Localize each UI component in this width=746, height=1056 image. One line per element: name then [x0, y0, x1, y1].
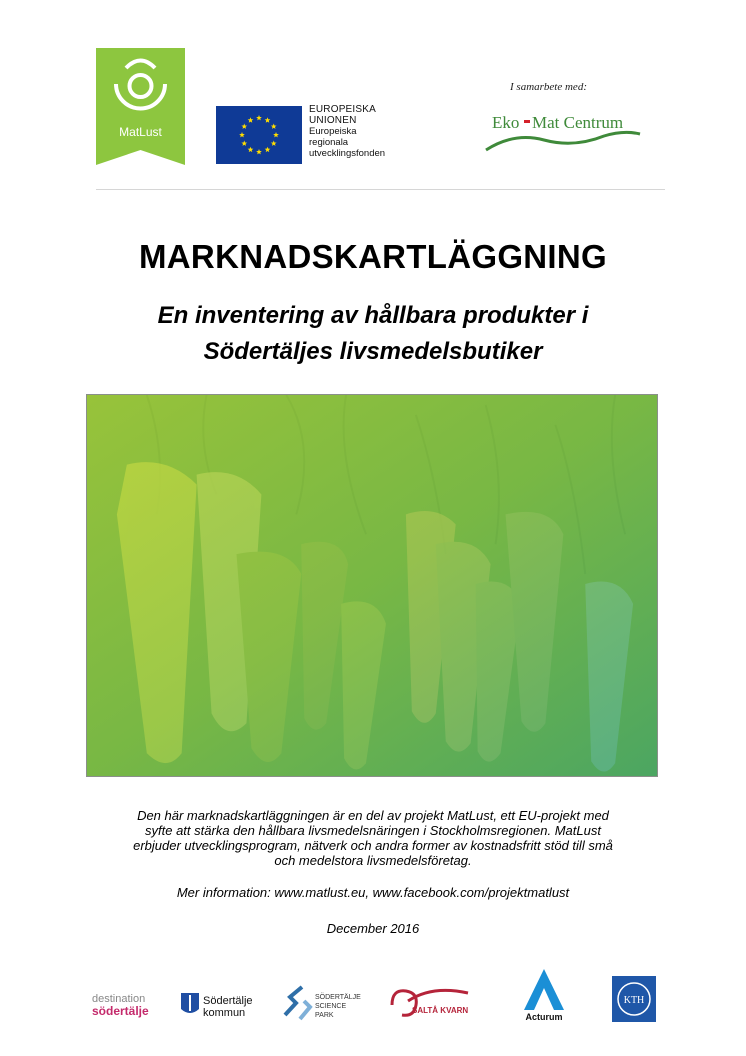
svg-text:Eko: Eko	[492, 113, 520, 132]
svg-text:Södertälje: Södertälje	[203, 995, 253, 1007]
svg-text:SALTÅ KVARN: SALTÅ KVARN	[412, 1006, 469, 1015]
destination-sodertalje-logo	[90, 975, 156, 1027]
matlust-wordmark: MatLust	[119, 125, 162, 139]
svg-text:destination: destination	[92, 993, 146, 1005]
salta-kvarn-logo	[388, 975, 474, 1027]
kth-logo	[612, 976, 656, 1022]
svg-text:PARK: PARK	[315, 1012, 334, 1019]
intro-line-3: erbjuder utvecklingsprogram, nätverk och andra former av kostnadsfritt stöd till små	[133, 838, 613, 853]
eu-line-1: EUROPEISKA	[309, 104, 377, 115]
eu-line-4: regionala	[309, 137, 349, 148]
eu-funding-text	[309, 104, 385, 159]
svg-text:kommun: kommun	[203, 1007, 246, 1019]
subtitle-line-2: Södertäljes livsmedelsbutiker	[203, 338, 543, 365]
intro-line-2: syfte att stärka den hållbara livsmedelsnäringen i Stockholmsregionen. MatLust	[145, 823, 601, 838]
svg-text:SÖDERTÄLJE: SÖDERTÄLJE	[315, 994, 361, 1001]
svg-text:södertälje: södertälje	[92, 1004, 149, 1018]
eu-line-2: UNIONEN	[309, 115, 357, 126]
svg-text:Mat Centrum: Mat Centrum	[532, 113, 624, 132]
matlust-logo	[96, 48, 185, 165]
subtitle-line-1: En inventering av hållbara produkter i	[157, 302, 589, 329]
svg-text:KTH: KTH	[623, 995, 645, 1006]
more-info-text: Mer information: www.matlust.eu, www.facebook.com/projektmatlust	[176, 885, 570, 900]
document-title: MARKNADSKARTLÄGGNING	[139, 238, 607, 275]
eu-line-5: utvecklingsfonden	[309, 148, 386, 159]
intro-line-1: Den här marknadskartläggningen är en del av projekt MatLust, ett EU-projekt med	[137, 808, 609, 823]
eu-line-3: Europeiska	[309, 126, 357, 137]
eu-flag-icon	[216, 106, 302, 164]
sodertalje-science-park-logo	[282, 975, 366, 1027]
ekomat-centrum-logo	[484, 110, 644, 154]
svg-text:SCIENCE: SCIENCE	[315, 1003, 347, 1010]
cooperation-label: I samarbete med:	[510, 81, 587, 93]
acturum-logo	[516, 966, 572, 1026]
document-date: December 2016	[326, 921, 420, 936]
cover-photo-carrots	[86, 394, 658, 777]
svg-text:Acturum: Acturum	[525, 1012, 563, 1022]
intro-paragraph	[90, 808, 656, 868]
intro-line-4: och medelstora livsmedelsföretag.	[274, 853, 472, 868]
header-divider	[96, 189, 665, 190]
document-subtitle	[0, 298, 746, 370]
sodertalje-kommun-logo	[178, 975, 258, 1027]
